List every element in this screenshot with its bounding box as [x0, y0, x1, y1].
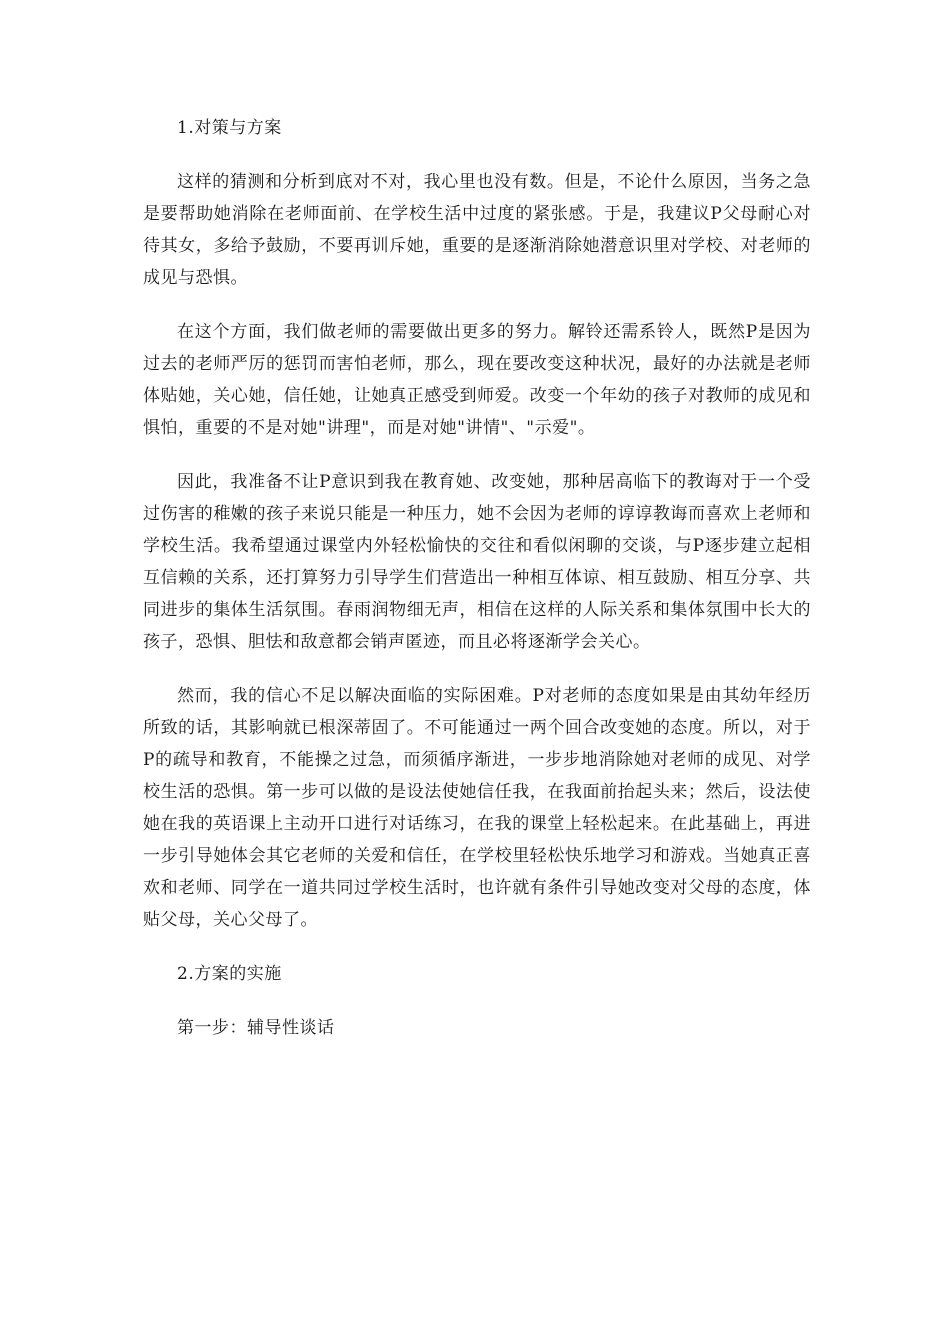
paragraph: 然而，我的信心不足以解决面临的实际困难。P对老师的态度如果是由其幼年经历所致的话，其影响就已根深蒂固了。不可能通过一两个回合改变她的态度。所以，对于P的疏导和教育，不能操之过急，而须循序渐进，一步步地消除她对老师的成见、对学校生活的恐惧。第一步可以做的是设法使她信任我，在我面前抬起头来；然后，设法使她在我的英语课上主动开口进行对话练习，在我的课堂上轻松起来。在此基础上，再进一步引导她体会其它老师的关爱和信任，在学校里轻松快乐地学习和游戏。当她真正喜欢和老师、同学在一道共同过学校生活时，也许就有条件引导她改变对父母的态度，体贴父母，关心父母了。 — [143, 686, 811, 930]
subsection-heading-step-one: 第一步：辅导性谈话 — [177, 1018, 335, 1038]
document-body — [143, 112, 811, 1066]
paragraph: 在这个方面，我们做老师的需要做出更多的努力。解铃还需系铃人，既然P是因为过去的老师严厉的惩罚而害怕老师，那么，现在要改变这种状况，最好的办法就是老师体贴她，关心她，信任她，让她真正感受到师爱。改变一个年幼的孩子对教师的成见和惧怕，重要的不是对她"讲理"，而是对她"讲情"、"示爱"。 — [143, 322, 811, 438]
paragraph: 因此，我准备不让P意识到我在教育她、改变她，那种居高临下的教诲对于一个受过伤害的稚嫩的孩子来说只能是一种压力，她不会因为老师的谆谆教诲而喜欢上老师和学校生活。我希望通过课堂内外轻松愉快的交往和看似闲聊的交谈，与P逐步建立起相互信赖的关系，还打算努力引导学生们营造出一种相互体谅、相互鼓励、相互分享、共同进步的集体生活氛围。春雨润物细无声，相信在这样的人际关系和集体氛围中长大的孩子，恐惧、胆怯和敌意都会销声匿迹，而且必将逐渐学会关心。 — [143, 472, 811, 652]
section-heading-implementation: 2.方案的实施 — [177, 964, 282, 984]
section-heading-countermeasures: 1.对策与方案 — [177, 118, 282, 138]
paragraph: 这样的猜测和分析到底对不对，我心里也没有数。但是，不论什么原因，当务之急是要帮助她消除在老师面前、在学校生活中过度的紧张感。于是，我建议P父母耐心对待其女，多给予鼓励，不要再训斥她，重要的是逐渐消除她潜意识里对学校、对老师的成见与恐惧。 — [143, 172, 811, 288]
